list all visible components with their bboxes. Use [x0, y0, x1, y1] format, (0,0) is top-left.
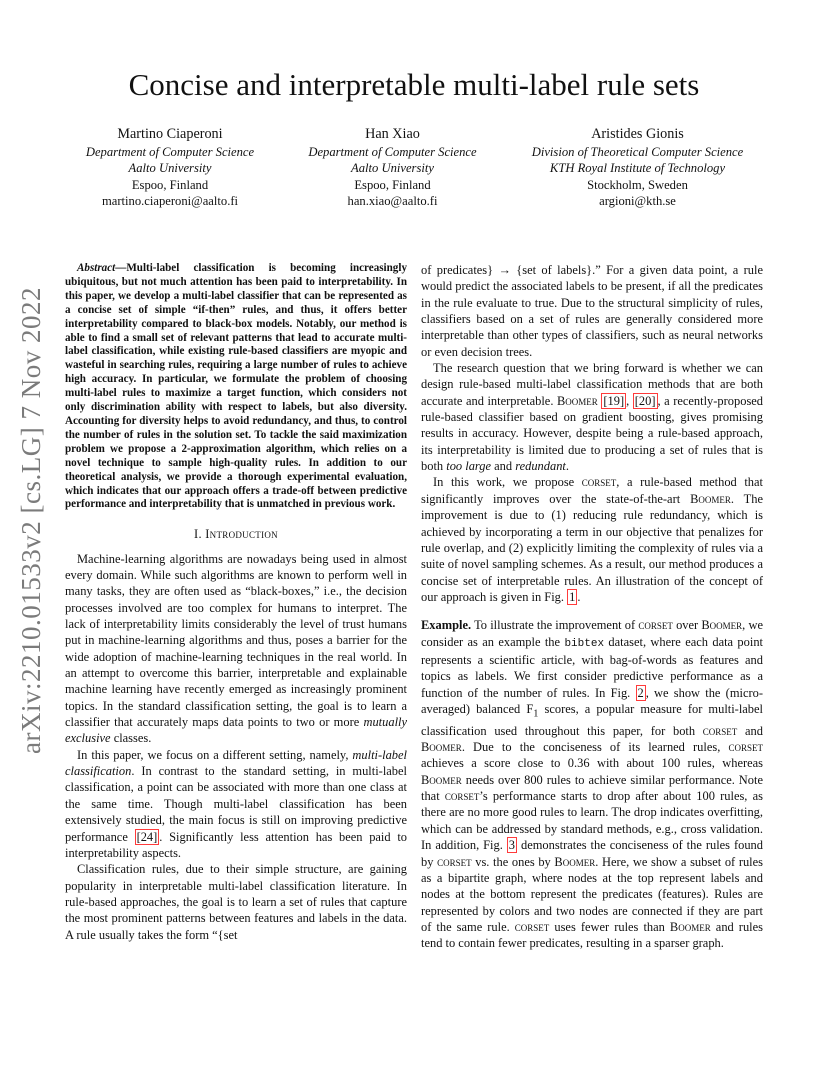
text-run: and	[491, 459, 516, 474]
author-1	[70, 126, 270, 210]
author-univ: Aalto University	[128, 161, 212, 175]
text-run: achieves a score close to 0.36 with about 100 rules, whereas	[421, 756, 763, 771]
author-block	[70, 126, 760, 210]
paper-title: Concise and interpretable multi-label rule sets	[128, 67, 700, 102]
citation-link[interactable]: [19]	[603, 393, 625, 408]
text-run: In this work, we propose	[433, 475, 582, 490]
method-name-boomer: Boomer	[701, 618, 743, 633]
section-heading-introduction	[65, 526, 407, 542]
section-title: Introduction	[205, 527, 278, 542]
emphasis: too large	[446, 459, 492, 474]
method-name-boomer: Boomer	[669, 919, 711, 934]
method-name-corset: corset	[581, 475, 617, 490]
emphasis: redundant	[515, 459, 566, 474]
emphasis: mutually exclusive	[65, 715, 407, 746]
text-run: The research question that we bring forward is whether we can design rule-based multi-label classification methods that are both accurate and interpretable.	[421, 361, 763, 408]
author-location: Stockholm, Sweden	[587, 177, 688, 192]
author-email[interactable]: martino.ciaperoni@aalto.fi	[101, 194, 239, 208]
method-name-corset: corset	[702, 723, 738, 738]
text-run: . Significantly less attention has been paid to interpretability aspects.	[65, 829, 407, 860]
abstract-label: Abstract	[77, 262, 116, 274]
author-name: Martino Ciaperoni	[117, 126, 223, 142]
method-name-boomer: Boomer	[556, 393, 598, 408]
author-dept: Department of Computer Science	[85, 144, 255, 159]
text-run: vs. the ones by	[471, 854, 555, 869]
abstract	[65, 262, 407, 512]
text-run: , a recently-proposed rule-based classifier based on gradient boosting, gives promising results in accuracy. However, despite being a rule-based approach, its interpretability is limited due to producing a set of rules that is both	[421, 393, 764, 474]
intro-paragraph-3: Classification rules, due to their simple structure, are gaining popularity in interpretable multi-label classification literature. In rule-based approaches, the goal is to learn a set of rules that capture the most prominent patterns between features and labels in the data. A rule usually takes the form “{set	[65, 862, 407, 942]
left-column	[65, 262, 407, 943]
right-paragraph-2	[421, 360, 763, 474]
text-run: ’s performance starts to drop after about 100 rules, as there are no more good rules to learn. The drop indicates overfitting, which can be addressed by standard methods, e.g., cross validation. In addition, Fig.	[421, 789, 764, 853]
intro-paragraph-1	[65, 551, 407, 747]
citation-link[interactable]: [24]	[136, 829, 158, 844]
method-name-boomer: Boomer	[421, 740, 462, 755]
text-run: over	[672, 618, 702, 633]
method-name-boomer: Boomer	[421, 772, 462, 787]
right-paragraph-3	[421, 474, 763, 605]
method-name-corset: corset	[444, 789, 480, 804]
text-run: needs over 800 rules to achieve similar performance. Note that	[421, 772, 763, 804]
method-name-corset: corset	[638, 618, 673, 633]
figure-link[interactable]: 3	[508, 838, 516, 853]
right-paragraph-1: of predicates} → {set of labels}.” For a given data point, a rule would predict the associated labels to be present, if all the predicates in the rule evaluate to true. Due to the structural simplicity of rules, classifiers based on a set of rules are generally considered more interpretable than other types of classifiers, such as neural networks or even decision trees.	[421, 263, 763, 359]
right-column	[421, 262, 763, 952]
method-name-corset: corset	[514, 919, 550, 934]
figure-link[interactable]: 2	[637, 685, 644, 700]
text-run: ,	[626, 393, 633, 408]
author-univ: KTH Royal Institute of Technology	[549, 161, 726, 175]
text-run: .	[565, 459, 569, 474]
author-univ: Aalto University	[351, 161, 434, 175]
author-email[interactable]: argioni@kth.se	[599, 194, 676, 208]
text-run: dataset, where each data point represents a scientific article, with bag-of-words as features and topics as labels. We first consider predictive performance as a function of the number of rules. In Fig.	[421, 634, 763, 700]
author-2	[293, 126, 493, 210]
text-run: scores, a popular measure for multi-label classification used throughout this paper, for both	[421, 701, 763, 738]
paragraph-gap	[421, 605, 763, 617]
text-run: Machine-learning algorithms are nowadays being used in almost every domain. While such algorithms are known to perform well in many tasks, they are often used as “black-boxes,” i.e., the decision processes involved are too complex for humans to interpret. The lack of interpretability limits considerably the level of trust humans put in machine-learning algorithms and thus, poses a barrier for the wide adoption of machine-learning techniques in the real world. In an attempt to overcome this barrier, interpretable and explainable machine learning have recently emerged as increasingly prominent topics. In the standard classification setting, the goal is to learn a classifier that accurately maps data points to two or more	[65, 551, 407, 730]
method-name-corset: corset	[728, 740, 763, 755]
text-run: . Due to the conciseness of its learned rules,	[461, 740, 729, 755]
text-run: uses fewer rules than	[549, 919, 670, 934]
text-run: . Here, we show a subset of rules as a bipartite graph, where nodes at the top represent labels and nodes at the bottom represent the predicates (features). Rules are represented by colors and two nodes are connected if they are part of the same rule.	[421, 854, 763, 934]
subscript: 1	[533, 708, 539, 720]
text-run: classes.	[110, 731, 152, 746]
text-run: In this paper, we focus on a different setting, namely,	[77, 747, 353, 762]
method-name-corset: corset	[437, 854, 472, 869]
author-dept: Department of Computer Science	[308, 144, 477, 159]
figure-link[interactable]: 1	[569, 589, 576, 604]
text-run: . The improvement is due to (1) reducing rule redundancy, which is achieved by incorporating a term in our objective that penalizes for rule overlap, and (2) explicitly limiting the complexity of rules via a suite of novel sampling schemes. As a result, our method produces a concise set of interpretable rules. An illustration of the concept of our approach is given in Fig.	[421, 491, 763, 604]
author-3	[515, 126, 760, 210]
author-dept: Division of Theoretical Computer Science	[531, 144, 744, 159]
text-run: and	[737, 723, 763, 738]
author-location: Espoo, Finland	[131, 177, 209, 192]
dataset-name: bibtex	[564, 637, 605, 650]
arxiv-stamp-text: arXiv:2210.01533v2 [cs.LG] 7 Nov 2022	[15, 286, 46, 754]
example-label: Example.	[421, 618, 472, 633]
text-run: , we show the (micro-averaged) balanced F	[421, 685, 763, 716]
author-name: Aristides Gionis	[591, 126, 684, 142]
text-run: and rules tend to contain fewer predicates, resulting in a sparser graph.	[421, 919, 763, 951]
example-paragraph	[421, 617, 763, 951]
text-run: , a rule-based method that significantly improves over the state-of-the-art	[421, 475, 763, 506]
arxiv-stamp	[14, 286, 48, 754]
citation-link[interactable]: [20]	[634, 393, 656, 408]
author-location: Espoo, Finland	[354, 177, 431, 192]
text-run: To illustrate the improvement of	[471, 618, 639, 633]
text-run: demonstrates the conciseness of the rules found by	[421, 838, 763, 869]
method-name-boomer: Boomer	[690, 491, 731, 506]
text-run: , we consider as an example the	[421, 618, 763, 649]
intro-paragraph-2	[65, 747, 407, 861]
emphasis: multi-label classification	[65, 747, 407, 779]
text-run: . In contrast to the standard setting, in multi-label classification, a point can be associated with more than one class at the same time. Though multi-label classification has been extensively studied, the main focus is still on improving predictive performance	[65, 764, 407, 844]
author-name: Han Xiao	[365, 126, 420, 142]
method-name-boomer: Boomer	[554, 854, 596, 869]
abstract-text: —Multi-label classification is becoming increasingly ubiquitous, but not much attention has been paid to interpretability. In this paper, we develop a multi-label classifier that can be represented as a concise set of simple “if-then” rules, and thus, it offers better interpretability compared to black-box models. Notably, our method is able to find a small set of relevant patterns that lead to accurate multi-label classification, while existing rule-based classifiers are myopic and wasteful in searching rules, requiring a large number of rules to achieve high accuracy. In particular, we formulate the problem of choosing multi-label rules to maximize a target function, which considers not only discrimination ability with respect to labels, but also diversity. Accounting for diversity helps to avoid redundancy, and thus, to control the number of rules in the solution set. To tackle the said maximization problem we propose a 2-approximation algorithm, which relies on a novel technique to sample high-quality rules. In addition to our theoretical analysis, we provide a thorough experimental evaluation, which indicates that our approach offers a trade-off between predictive performance and interpretability that is unmatched in previous work.	[65, 262, 407, 511]
text-run: .	[577, 589, 581, 604]
section-numeral: I.	[194, 527, 202, 542]
author-email[interactable]: han.xiao@aalto.fi	[347, 194, 438, 208]
